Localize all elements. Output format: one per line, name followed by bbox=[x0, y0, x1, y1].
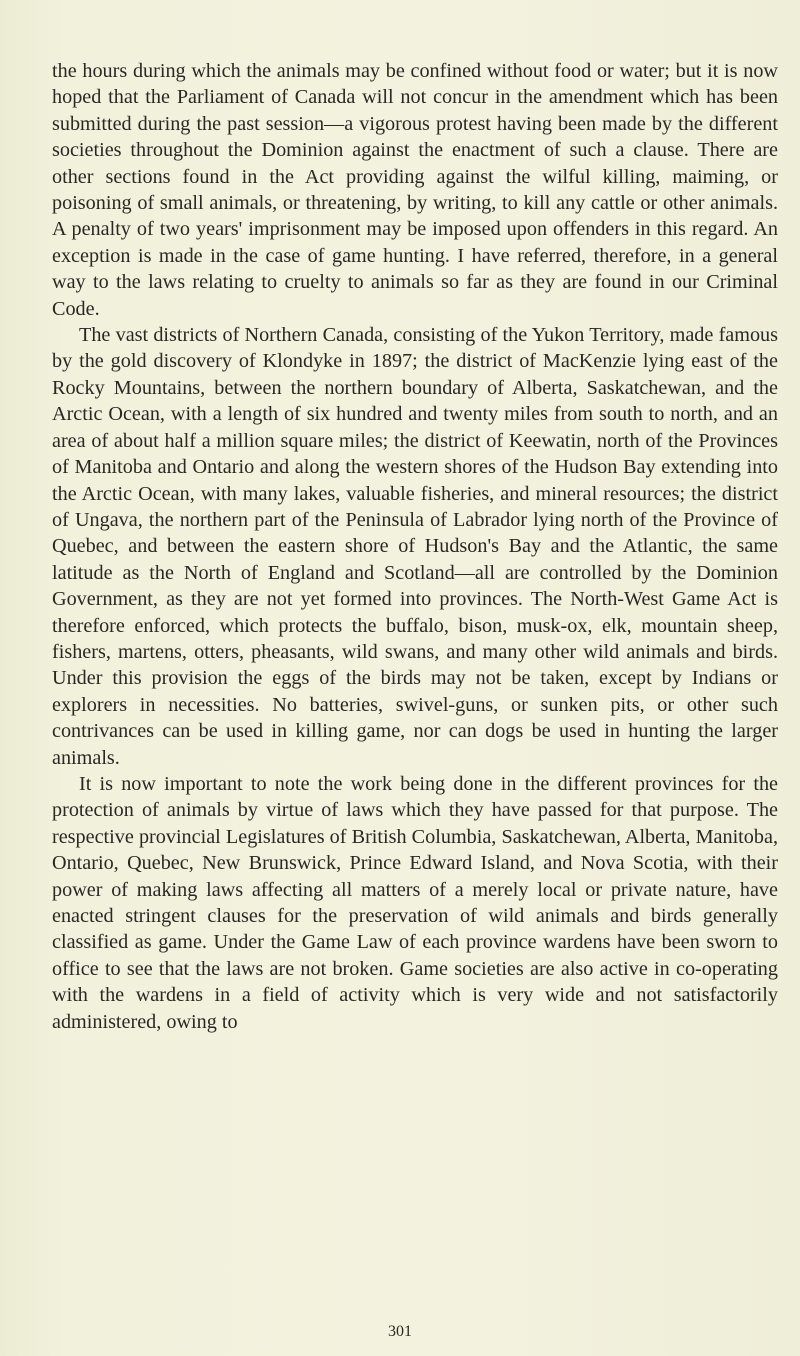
paragraph-northern-canada: The vast districts of Northern Canada, consisting of the Yukon Territory, made famous by the gold discovery of Klondyke in 1897; the district of MacKenzie lying east of the Rocky Mountains, between the northern boundary of Alberta, Saskatchewan, and the Arctic Ocean, with a length of six hundred and twenty miles from south to north, and an area of about half a million square miles; the district of Keewatin, north of the Provinces of Manitoba and Ontario and along the western shores of the Hudson Bay extending into the Arctic Ocean, with many lakes, valuable fisheries, and mineral resources; the district of Ungava, the northern part of the Peninsula of Labrador lying north of the Province of Quebec, and between the eastern shore of Hudson's Bay and the Atlantic, the same latitude as the North of England and Scotland—all are controlled by the Dominion Government, as they are not yet formed into provinces. The North-West Game Act is therefore enforced, which protects the buffalo, bison, musk-ox, elk, mountain sheep, fishers, martens, otters, pheasants, wild swans, and many other wild animals and birds. Under this provision the eggs of the birds may not be taken, except by Indians or explorers in necessities. No batteries, swivel-guns, or sunken pits, or other such contrivances can be used in killing game, nor can dogs be used in hunting the larger animals. bbox=[52, 324, 778, 769]
page-number: 301 bbox=[388, 1323, 412, 1340]
body-text bbox=[52, 58, 778, 1035]
paragraph-criminal-code: the hours during which the animals may be confined without food or water; but it is now hoped that the Parliament of Canada will not concur in the amendment which has been submitted during the past session—a vigorous protest having been made by the different societies throughout the Dominion against the enactment of such a clause. There are other sections found in the Act providing against the wilful killing, maiming, or poisoning of small animals, or threatening, by writing, to kill any cattle or other animals. A penalty of two years' imprisonment may be imposed upon offenders in this regard. An exception is made in the case of game hunting. I have referred, therefore, in a general way to the laws relating to cruelty to animals so far as they are found in our Criminal Code. bbox=[52, 60, 778, 320]
paragraph-provincial-laws: It is now important to note the work being done in the different provinces for the protection of animals by virtue of laws which they have passed for that purpose. The respective provincial Legislatures of British Columbia, Saskatchewan, Alberta, Manitoba, Ontario, Quebec, New Brunswick, Prince Edward Island, and Nova Scotia, with their power of making laws affecting all matters of a merely local or private nature, have enacted stringent clauses for the preservation of wild animals and birds generally classified as game. Under the Game Law of each province wardens have been sworn to office to see that the laws are not broken. Game societies are also active in co-operating with the wardens in a field of activity which is very wide and not satisfactorily administered, owing to bbox=[52, 772, 778, 1033]
